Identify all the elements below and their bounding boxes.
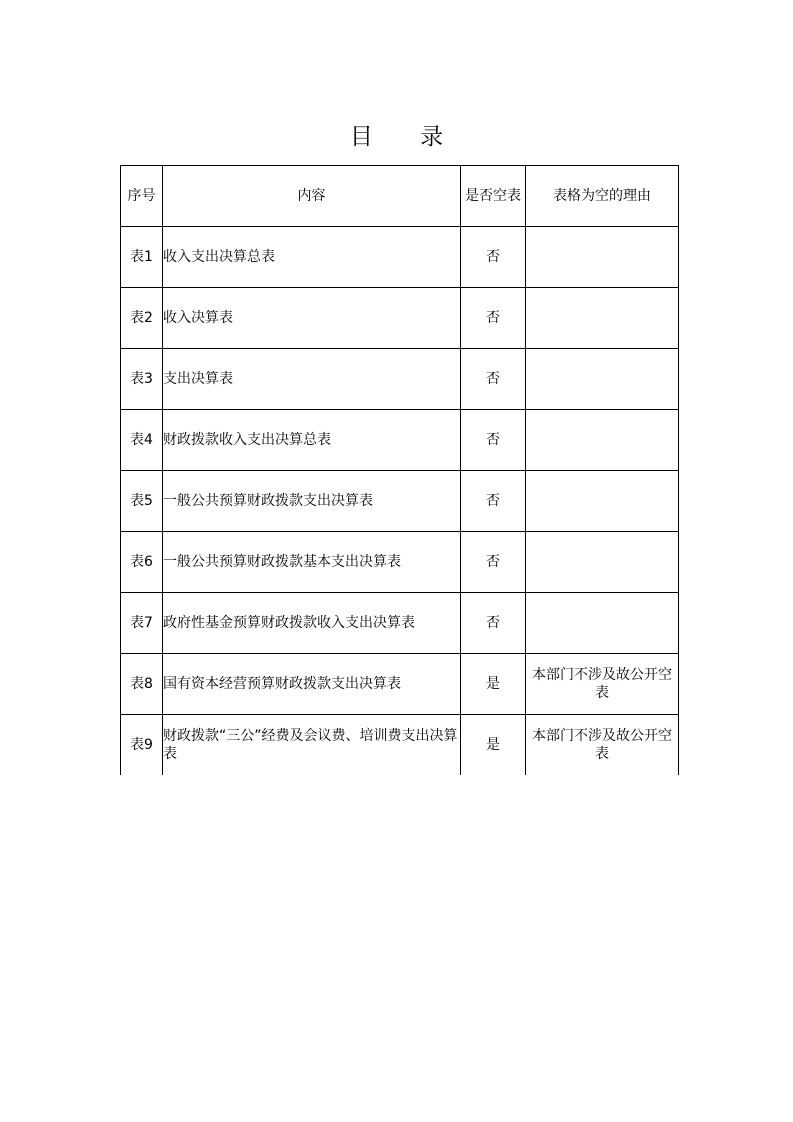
row-reason: [526, 532, 679, 593]
table-row: [121, 227, 679, 288]
row-content: 政府性基金预算财政拨款收入支出决算表: [163, 593, 461, 654]
row-reason: [526, 349, 679, 410]
row-content: 财政拨款收入支出决算总表: [163, 410, 461, 471]
header-content: 内容: [163, 166, 461, 227]
row-no: 表4: [121, 410, 163, 471]
table-row: [121, 349, 679, 410]
row-reason: 本部门不涉及故公开空表: [526, 654, 679, 715]
row-content: 财政拨款“三公”经费及会议费、培训费支出决算表: [163, 715, 461, 776]
row-reason: [526, 471, 679, 532]
row-no: 表9: [121, 715, 163, 776]
table-row: [121, 654, 679, 715]
table-row: [121, 471, 679, 532]
row-empty: 是: [461, 715, 526, 776]
header-reason: 表格为空的理由: [526, 166, 679, 227]
row-empty: 否: [461, 410, 526, 471]
row-no: 表2: [121, 288, 163, 349]
row-no: 表8: [121, 654, 163, 715]
row-empty: 否: [461, 471, 526, 532]
table-row: [121, 715, 679, 776]
header-no: 序号: [121, 166, 163, 227]
row-reason: [526, 227, 679, 288]
row-no: 表3: [121, 349, 163, 410]
table-row: [121, 532, 679, 593]
row-empty: 是: [461, 654, 526, 715]
row-reason: [526, 288, 679, 349]
row-empty: 否: [461, 288, 526, 349]
row-reason: 本部门不涉及故公开空表: [526, 715, 679, 776]
row-empty: 否: [461, 349, 526, 410]
row-empty: 否: [461, 532, 526, 593]
row-empty: 否: [461, 227, 526, 288]
page-title: 目 录: [349, 124, 464, 150]
table-row: [121, 288, 679, 349]
row-content: 支出决算表: [163, 349, 461, 410]
header-row: [121, 166, 679, 227]
table-row: [121, 593, 679, 654]
row-content: 国有资本经营预算财政拨款支出决算表: [163, 654, 461, 715]
row-content: 收入支出决算总表: [163, 227, 461, 288]
row-reason: [526, 593, 679, 654]
row-content: 一般公共预算财政拨款基本支出决算表: [163, 532, 461, 593]
table-row: [121, 410, 679, 471]
header-empty: 是否空表: [461, 166, 526, 227]
row-no: 表7: [121, 593, 163, 654]
contents-table: [120, 165, 679, 775]
row-no: 表6: [121, 532, 163, 593]
row-content: 一般公共预算财政拨款支出决算表: [163, 471, 461, 532]
row-no: 表1: [121, 227, 163, 288]
row-reason: [526, 410, 679, 471]
row-empty: 否: [461, 593, 526, 654]
row-no: 表5: [121, 471, 163, 532]
row-content: 收入决算表: [163, 288, 461, 349]
